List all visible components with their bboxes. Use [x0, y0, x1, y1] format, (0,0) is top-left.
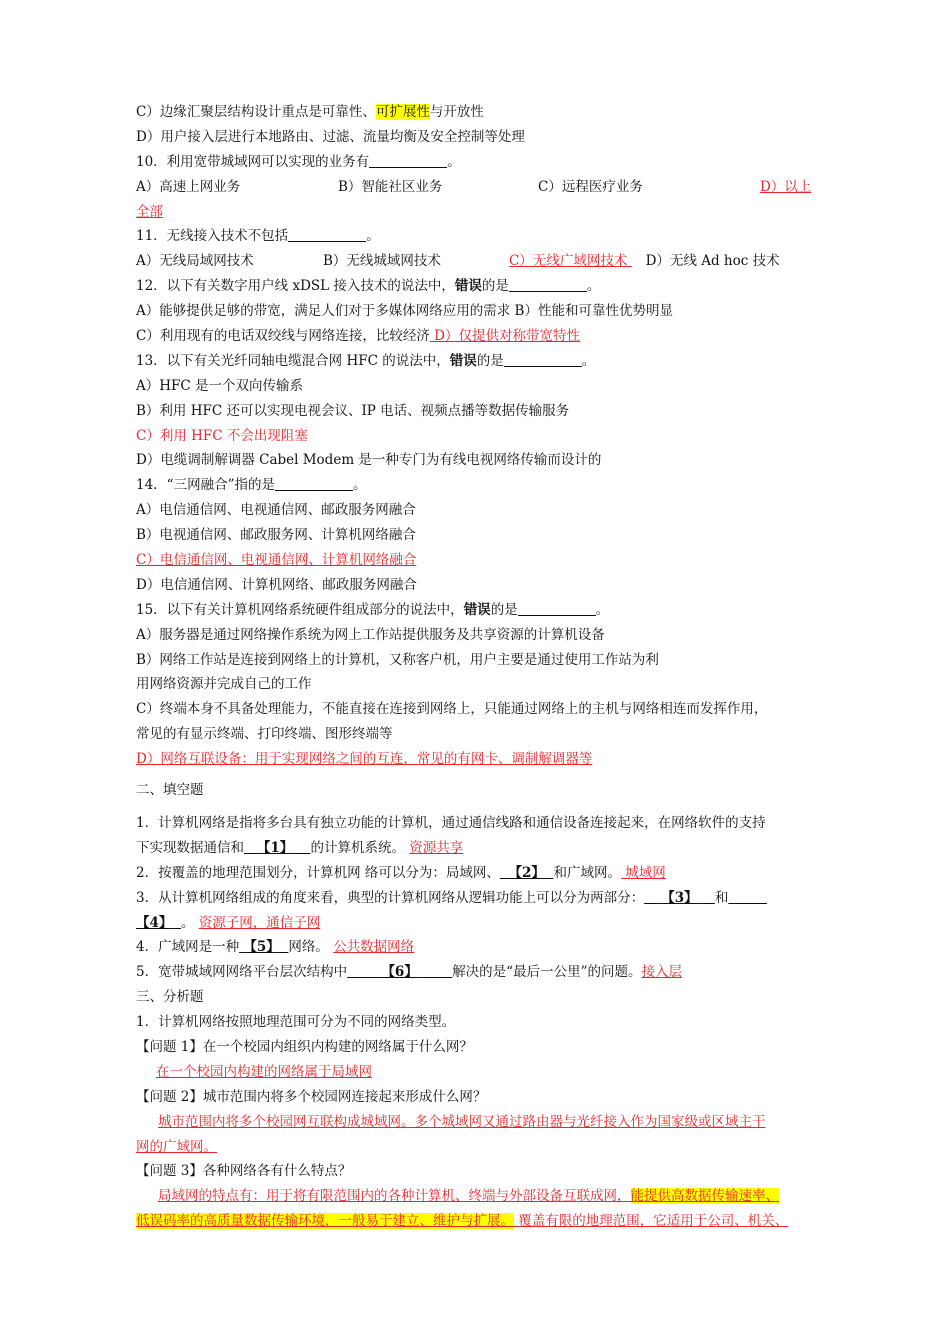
answer-text: C）电信通信网、电视通信网、计算机网络融合: [136, 552, 417, 569]
question-3: 【问题 3】各种网络各有什么特点？: [136, 1163, 352, 1180]
q10-stem: 10．利用宽带城域网可以实现的业务有 。: [136, 153, 461, 170]
fill-1-cont: 下实现数据通信和 【1】 的计算机系统。 资源共享: [136, 839, 464, 856]
q14-stem: 14．“三网融合”指的是 。: [136, 477, 367, 494]
answer-text: 接入层: [641, 964, 682, 981]
answer-3-cont: [136, 1209, 820, 1234]
answer-blank: [518, 601, 596, 616]
answer-blank: [275, 476, 353, 491]
answer-text: 城市范围内将多个校园网互联构成城域网。多个城域网又通过路由器与光纤接入作为国家级或区域主干: [158, 1113, 766, 1130]
highlight: 低误码率的高质量数据传输环境，一般易于建立、维护与扩展。: [136, 1213, 514, 1230]
q15-option-b: B）网络工作站是连接到网络上的计算机，又称客户机，用户主要是通过使用工作站为利: [136, 651, 659, 668]
q13-option-b: B）利用 HFC 还可以实现电视会议、IP 电话、视频点播等数据传输服务: [136, 402, 570, 419]
q12-options-ab: A）能够提供足够的带宽，满足人们对于多媒体网络应用的需求 B）性能和可靠性优势明显: [136, 303, 673, 320]
question-2: 【问题 2】城市范围内将多个校园网连接起来形成什么网？: [136, 1088, 487, 1105]
answer-blank: [509, 277, 587, 292]
analysis-1-stem: 1．计算机网络按照地理范围可分为不同的网络类型。: [136, 1014, 456, 1031]
answer-text: 局域网的特点有：用于将有限范围内的各种计算机、终端与外部设备互联成网，: [158, 1188, 631, 1205]
answer-blank: [369, 153, 447, 168]
section-analysis-heading: 三、分析题: [136, 989, 204, 1006]
q14-option-b: B）电视通信网、邮政服务网、计算机网络融合: [136, 527, 416, 544]
fill-3: 3．从计算机网络组成的角度来看，典型的计算机网络从逻辑功能上可以分为两部分： 【3】 和: [136, 889, 729, 906]
q13-stem: 13．以下有关光纤同轴电缆混合网 HFC 的说法中，错误的是 。: [136, 352, 596, 369]
q15-option-c-cont: 常见的有显示终端、打印终端、图形终端等: [136, 726, 393, 743]
section-fill-blank-heading: 二、填空题: [136, 782, 204, 799]
fill-5: 5．宽带城域网网络平台层次结构中 【6】 解决的是“最后一公里”的问题。接入层: [136, 964, 682, 981]
q12-options-cd: C）利用现有的电话双绞线与网络连接，比较经济 D）仅提供对称带宽特性: [136, 328, 580, 345]
fill-3-cont: 【4】 。 资源子网，通信子网: [136, 914, 321, 931]
q11-stem: 11．无线接入技术不包括 。: [136, 228, 380, 245]
q14-option-c: [136, 548, 820, 573]
q15-option-c: C）终端本身不具备处理能力，不能直接在连接到网络上，只能通过网络上的主机与网络相连而发挥作用，: [136, 701, 768, 718]
answer-text: 公共数据网络: [333, 939, 415, 956]
answer-text: D）以上: [760, 178, 812, 195]
q10-options: A）高速上网业务 B）智能社区业务 C）远程医疗业务 D）以上: [136, 178, 812, 195]
question-1: 【问题 1】在一个校园内组织内构建的网络属于什么网？: [136, 1038, 473, 1055]
answer-text: D）网络互联设备：用于实现网络之间的互连，常见的有网卡、调制解调器等: [136, 751, 593, 768]
highlight: 能提供高数据传输速率、: [630, 1188, 779, 1205]
answer-blank: [504, 352, 582, 367]
q13-option-a: A）HFC 是一个双向传输系: [136, 377, 304, 394]
answer-text: 资源共享: [409, 839, 464, 856]
answer-text: 城域网: [620, 864, 666, 881]
q11-options: A）无线局域网技术 B）无线城域网技术 C）无线广域网技术 D）无线 Ad hoc 技术: [136, 253, 780, 270]
q15-option-b-cont: 用网络资源并完成自己的工作: [136, 676, 312, 693]
fill-2: 2．按覆盖的地理范围划分，计算机网 络可以分为：局域网、 【2】 和广域网。 城域网: [136, 864, 666, 881]
fill-4: 4．广域网是一种 【5】 网络。 公共数据网络: [136, 939, 415, 956]
q15-option-a: A）服务器是通过网络操作系统为网上工作站提供服务及共享资源的计算机设备: [136, 626, 605, 643]
answer-text: D）仅提供对称带宽特性: [429, 328, 580, 345]
q13-option-d: D）电缆调制解调器 Cabel Modem 是一种专门为有线电视网络传输而设计的: [136, 452, 602, 469]
answer-text: 在一个校园内构建的网络属于局域网: [156, 1063, 372, 1080]
q10-options-cont: [136, 200, 820, 225]
q9-option-d: D）用户接入层进行本地路由、过滤、流量均衡及安全控制等处理: [136, 128, 525, 145]
q14-option-d: D）电信通信网、计算机网络、邮政服务网融合: [136, 576, 417, 593]
answer-text: 网的广域网。: [136, 1138, 217, 1155]
answer-text: C）无线广域网技术: [509, 253, 632, 270]
q13-option-c: C）利用 HFC 不会出现阻塞: [136, 427, 308, 444]
highlight: 可扩展性: [375, 104, 430, 120]
answer-1: [136, 1060, 820, 1085]
answer-blank: [288, 227, 366, 242]
answer-text: 覆盖有限的地理范围，它适用于公司、机关、: [514, 1213, 789, 1230]
answer-2-cont: [136, 1135, 820, 1160]
q9-option-c: C）边缘汇聚层结构设计重点是可靠性、可扩展性与开放性: [136, 104, 484, 120]
q15-option-d: [136, 747, 820, 772]
q12-stem: 12．以下有关数字用户线 xDSL 接入技术的说法中，错误的是 。: [136, 278, 601, 295]
q15-stem: 15．以下有关计算机网络系统硬件组成部分的说法中，错误的是 。: [136, 601, 610, 618]
answer-text: 全部: [136, 203, 163, 220]
answer-3: [136, 1184, 820, 1209]
fill-1: 1．计算机网络是指将多台具有独立功能的计算机，通过通信线路和通信设备连接起来，在网络软件的支持: [136, 814, 766, 831]
answer-2: [136, 1110, 820, 1135]
document-page: [136, 100, 820, 1234]
answer-text: 资源子网，通信子网: [198, 914, 321, 931]
q14-option-a: A）电信通信网、电视通信网、邮政服务网融合: [136, 502, 416, 519]
